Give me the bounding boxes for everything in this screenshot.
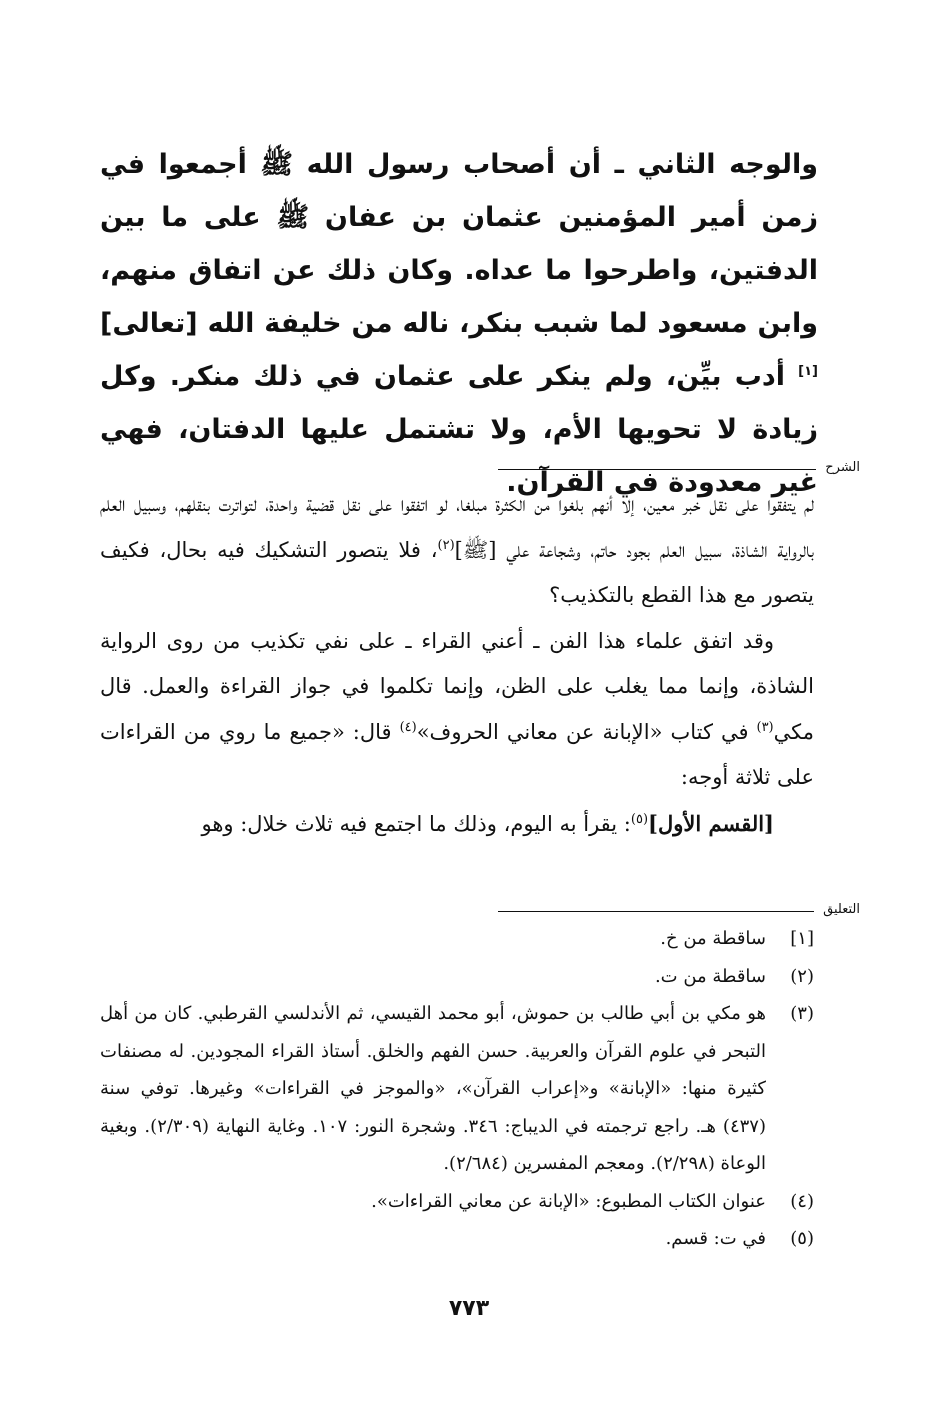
footnote-text: ساقطة من ت. — [654, 965, 766, 987]
commentary-p2-part-c: قال: «جميع ما روي من القراءات على ثلاثة أوجه: — [100, 719, 814, 789]
commentary-p2-part-b: في كتاب «الإبانة عن معاني الحروف» — [416, 719, 757, 744]
footnote-text: ساقطة من خ. — [660, 928, 766, 949]
footnote-number: (٤) — [790, 1190, 814, 1212]
footnote-item — [100, 958, 814, 996]
footnote-text: في ت: قسم. — [665, 1228, 766, 1249]
footnote-ref-5: (٥) — [630, 811, 649, 827]
footnotes — [100, 920, 814, 1258]
commentary-p2-part-a: وقد اتفق علماء هذا الفن ـ أعني القراء ـ على نفي تكذيب من روى الرواية الشاذة، وإنما مما يغلب على الظن، وإنما تكلموا في جواز القراءة والعمل. قال مكي — [100, 628, 814, 744]
footnote-ref-3: (٣) — [756, 719, 774, 735]
footnote-item — [100, 1220, 814, 1258]
footnote-number: (٢) — [790, 965, 814, 987]
commentary-p1-part-b: ، فلا يتصور التشكيك فيه بحال، فكيف يتصور مع هذا القطع بالتكذيب؟ — [100, 537, 814, 607]
page-number: ٧٧٣ — [448, 1296, 490, 1321]
footnote-number: [١] — [790, 928, 814, 949]
main-paragraph — [100, 138, 818, 509]
footnote-ref-2: (٢) — [437, 537, 455, 553]
main-text-part-1: والوجه الثاني ـ أن أصحاب رسول الله ﷺ أجمعوا في زمن أمير المؤمنين عثمان بن عفان ﷺ على ما بين الدفتين، واطرحوا ما عداه. وكان ذلك عن اتفاق منهم، وابن مسعود لما شبب بنكر، ناله من خليفة الله [تعالى] — [100, 149, 818, 339]
footnote-text: هو مكي بن أبي طالب بن حموش، أبو محمد القيسي، ثم الأندلسي القرطبي. كان من أهل التبحر في علوم القرآن والعربية. حسن الفهم والخلق. أستاذ القراء المجودين. له مصنفات كثيرة منها: «الإبانة» و«إعراب القرآن»، «والموجز في القراءات» وغيرها. توفي سنة (٤٣٧) هـ. راجع ترجمته في الديباج: ٣٤٦. وشجرة النور: ١٠٧. وغاية النهاية (٢/٣٠٩). وبغية الوعاة (٢/٢٩٨). ومعجم المفسرين (٢/٦٨٤). — [100, 1003, 766, 1174]
commentary-paragraph-3 — [100, 801, 814, 848]
main-text — [100, 138, 818, 509]
footnote-text: عنوان الكتاب المطبوع: «الإبانة عن معاني القراءات». — [371, 1190, 766, 1212]
commentary-p3-part-b: : يقرأ به اليوم، وذلك ما اجتمع فيه ثلاث خلال: وهو — [201, 811, 631, 836]
commentary-text — [100, 482, 814, 847]
commentary-p3-heading: [القسم الأول] — [648, 810, 774, 836]
taliq-label: التعليق — [823, 902, 860, 917]
footnote-number: (٣) — [790, 1003, 814, 1024]
footnote-ref-1: [١] — [798, 364, 818, 379]
sharh-divider — [498, 469, 816, 470]
footnote-item — [100, 920, 814, 958]
footnote-item — [100, 1183, 814, 1221]
footnote-item — [100, 995, 814, 1183]
commentary-p1-part-a: لم يتفقوا على نقل خبر معين، إلا أنهم بلغوا من الكثرة مبلغا، لو اتفقوا على نقل قضية واحدة، لتواترت بنقلهم، وسبيل العلم بالرواية الشاذة، سبيل العلم بجود حاتم، وشجاعة علي [ﷺ] — [100, 492, 814, 562]
taliq-divider — [498, 911, 814, 912]
footnote-ref-4: (٤) — [399, 719, 417, 735]
commentary-paragraph-1 — [100, 482, 814, 619]
commentary-paragraph-2 — [100, 619, 814, 801]
footnote-number: (٥) — [790, 1228, 814, 1249]
main-text-part-2: أدب بيِّن، ولم ينكر على عثمان في ذلك منكر. وكل زيادة لا تحويها الأم، ولا تشتمل عليها الدفتان، فهي غير معدودة في القرآن. — [100, 361, 818, 498]
sharh-label: الشرح — [825, 460, 860, 475]
